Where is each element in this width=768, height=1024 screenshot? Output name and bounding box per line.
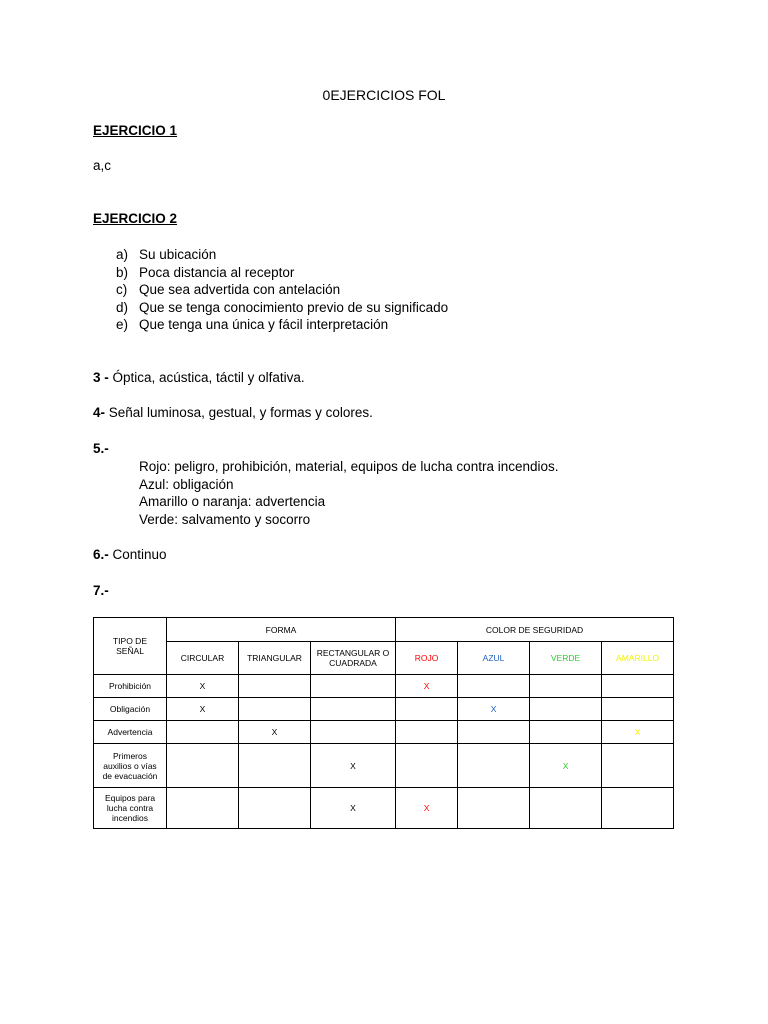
table-cell: [458, 721, 530, 744]
table-cell: [458, 744, 530, 788]
list-item-text: Que tenga una única y fácil interpretación: [139, 317, 389, 333]
table-row: [94, 698, 674, 721]
table-cell: [311, 721, 396, 744]
question-6-answer: Continuo: [108, 547, 167, 562]
table-cell: X: [239, 721, 311, 744]
document-title: 0EJERCICIOS FOL: [322, 87, 446, 103]
table-cell: X: [167, 698, 239, 721]
table-cell: [530, 675, 602, 698]
color-col-header: VERDE: [530, 642, 602, 675]
question-7-number: 7.-: [93, 583, 109, 598]
list-item: [116, 316, 448, 334]
table-cell: [167, 721, 239, 744]
question-4: [93, 404, 373, 421]
row-label: Advertencia: [94, 721, 167, 744]
table-cell: X: [530, 744, 602, 788]
table-row: [94, 675, 674, 698]
exercise-2-list: [116, 246, 448, 334]
table-cell: [530, 721, 602, 744]
list-item-letter: c): [116, 282, 128, 298]
table-row: [94, 744, 674, 788]
table-cell: X: [458, 698, 530, 721]
table-cell: [167, 788, 239, 829]
list-item-text: Que sea advertida con antelación: [139, 282, 341, 298]
color-meaning-line: Amarillo o naranja: advertencia: [139, 494, 326, 510]
table-cell: [602, 788, 674, 829]
row-label: Primeros auxilios o vías de evacuación: [94, 744, 167, 788]
list-item-letter: d): [116, 299, 129, 315]
exercise-1-answer: a,c: [93, 158, 112, 173]
color-col-header: AZUL: [458, 642, 530, 675]
list-item-letter: e): [116, 317, 129, 333]
question-6-number: 6.-: [93, 547, 109, 562]
table-cell: [167, 744, 239, 788]
table-row: [94, 788, 674, 829]
list-item-letter: a): [116, 247, 129, 262]
color-col-header: ROJO: [396, 642, 458, 675]
table-cell: X: [167, 675, 239, 698]
list-item: [116, 264, 448, 282]
table-cell: X: [311, 744, 396, 788]
forma-header: FORMA: [167, 618, 396, 642]
table-cell: X: [396, 675, 458, 698]
tipo-header: TIPO DE SEÑAL: [94, 618, 167, 675]
list-item-text: Que se tenga conocimiento previo de su significado: [139, 299, 449, 315]
color-header: COLOR DE SEGURIDAD: [396, 618, 674, 642]
table-cell: [458, 675, 530, 698]
question-3: [93, 369, 305, 386]
color-col-header: AMARILLO: [602, 642, 674, 675]
table-cell: [239, 788, 311, 829]
list-item: [116, 281, 448, 299]
color-meaning-line: Azul: obligación: [139, 476, 234, 492]
table-cell: [239, 698, 311, 721]
question-3-answer: Óptica, acústica, táctil y olfativa.: [108, 370, 305, 385]
table-cell: X: [602, 721, 674, 744]
row-label: Prohibición: [94, 675, 167, 698]
table-cell: [396, 698, 458, 721]
table-cell: [239, 675, 311, 698]
table-cell: X: [311, 788, 396, 829]
question-4-number: 4-: [93, 405, 106, 420]
table-cell: [239, 744, 311, 788]
table-cell: [530, 698, 602, 721]
row-label: Equipos para lucha contra incendios: [94, 788, 167, 829]
table-cell: [396, 744, 458, 788]
table-cell: [396, 721, 458, 744]
table-cell: [602, 675, 674, 698]
question-4-answer: Señal luminosa, gestual, y formas y colores.: [105, 405, 373, 420]
color-meaning-line: Rojo: peligro, prohibición, material, equipos de lucha contra incendios.: [139, 459, 559, 474]
list-item: [116, 246, 448, 264]
list-item-text: Su ubicación: [139, 247, 217, 262]
forma-col-header: RECTANGULAR O CUADRADA: [311, 642, 396, 675]
table-cell: X: [396, 788, 458, 829]
table-cell: [458, 788, 530, 829]
signal-classification-table: [93, 617, 674, 829]
table-cell: [311, 698, 396, 721]
question-3-number: 3 -: [93, 370, 109, 385]
table-cell: [530, 788, 602, 829]
row-label: Obligación: [94, 698, 167, 721]
list-item-text: Poca distancia al receptor: [139, 264, 295, 280]
table-cell: [311, 675, 396, 698]
forma-col-header: CIRCULAR: [167, 642, 239, 675]
color-meaning-line: Verde: salvamento y socorro: [139, 511, 311, 527]
exercise-2-heading: EJERCICIO 2: [93, 211, 178, 226]
question-5-number: 5.-: [93, 441, 109, 456]
question-5-answer: [139, 458, 559, 528]
forma-col-header: TRIANGULAR: [239, 642, 311, 675]
exercise-1-heading: EJERCICIO 1: [93, 123, 178, 138]
table-cell: [602, 698, 674, 721]
table-cell: [602, 744, 674, 788]
list-item-letter: b): [116, 264, 129, 280]
question-6: [93, 546, 167, 563]
list-item: [116, 299, 448, 317]
table-row: [94, 721, 674, 744]
